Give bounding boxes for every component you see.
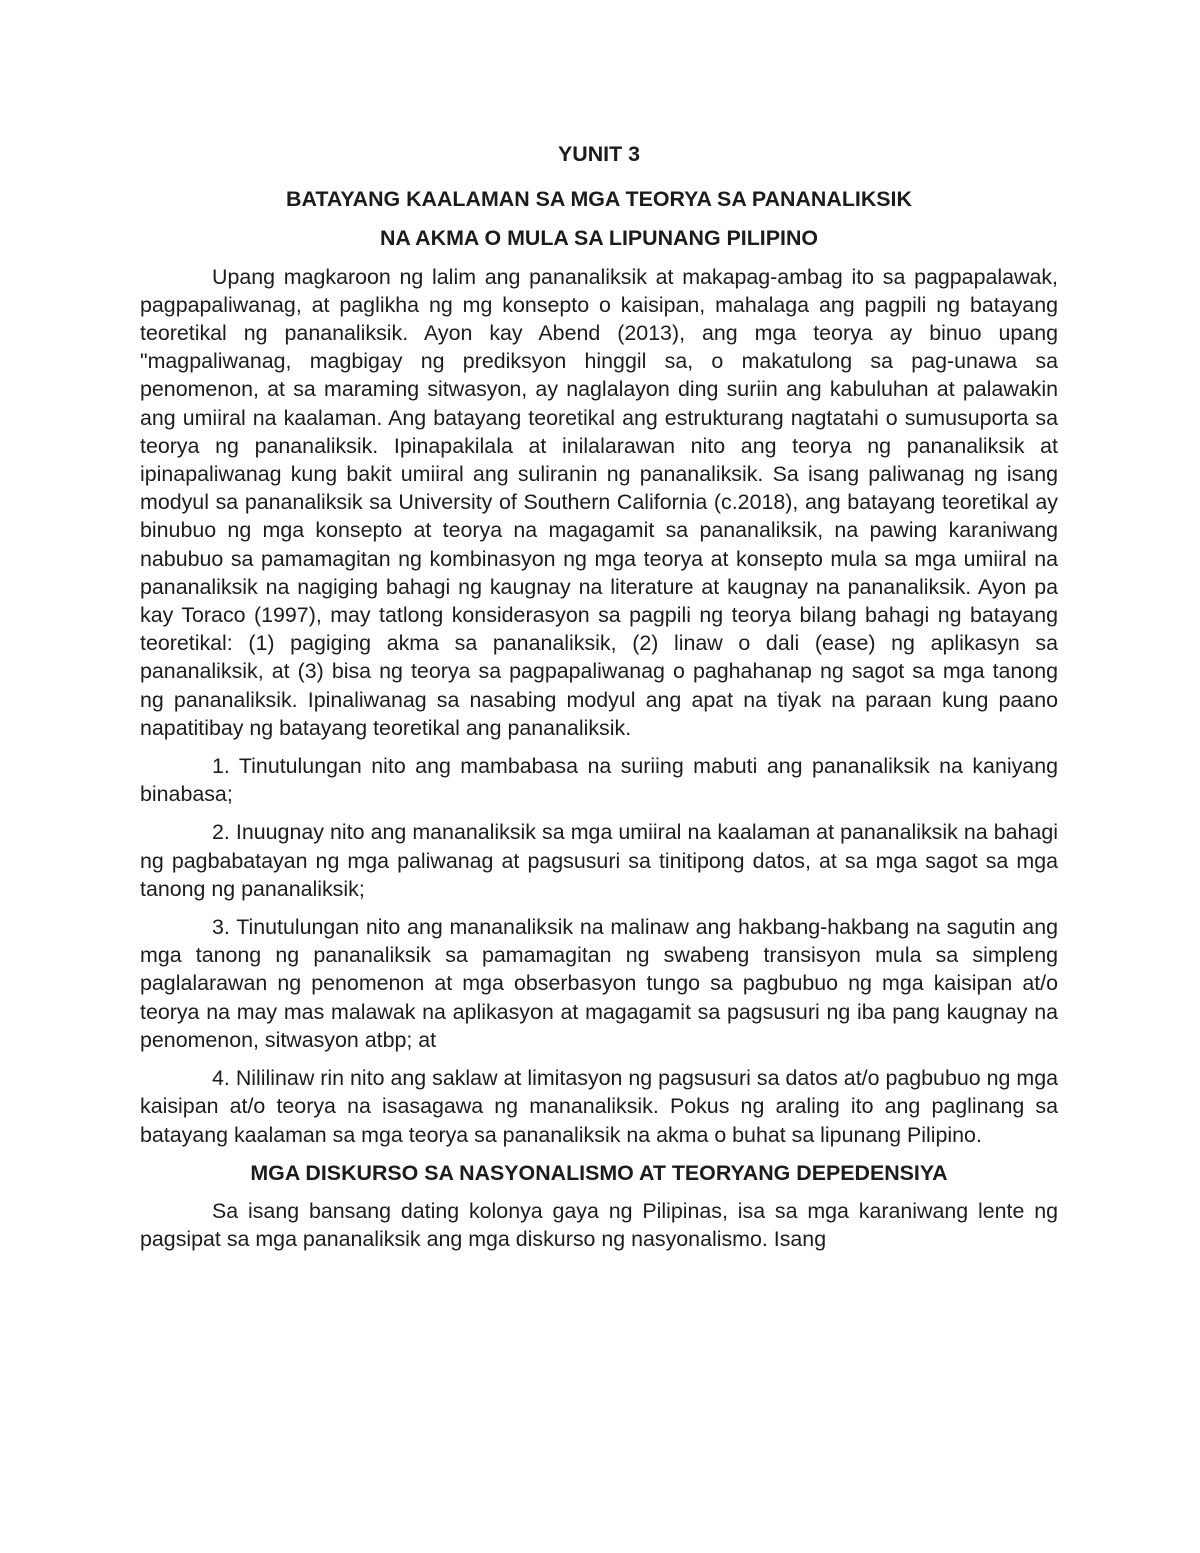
list-item: 3. Tinutulungan nito ang mananaliksik na malinaw ang hakbang-hakbang na sagutin ang mga tanong ng pananaliksik sa pamamagitan ng swabeng transisyon mula sa simpleng paglalarawan ng penomenon at mga obserbasyon tungo sa pagbubuo ng mga kaisipan at/o teorya na may mas malawak na aplikasyon at magagamit sa pagsusuri ng iba pang kaugnay na penomenon, sitwasyon atbp; at — [140, 915, 1058, 1052]
list-item: 4. Nililinaw rin nito ang saklaw at limitasyon ng pagsusuri sa datos at/o pagbubuo ng mga kaisipan at/o teorya na isasagawa ng mananaliksik. Pokus ng araling ito ang paglinang sa batayang kaalaman sa mga teorya sa pananaliksik na akma o buhat sa lipunang Pilipino. — [140, 1066, 1058, 1147]
intro-paragraph: Upang magkaroon ng lalim ang pananaliksik at makapag-ambag ito sa pagpapalawak, pagpapaliwanag, at paglikha ng mg konsepto o kaisipan, mahalaga ang pagpili ng batayang teoretikal ng pananaliksik. Ayon kay Abend (2013), ang mga teorya ay binuo upang "magpaliwanag, magbigay ng prediksyon hinggil sa, o makatulong sa pag-unawa sa penomenon, at sa maraming sitwasyon, ay naglalayon ding suriin ang kabuluhan at palawakin ang umiiral na kaalaman. Ang batayang teoretikal ang estrukturang nagtatahi o sumusuporta sa teorya ng pananaliksik. Ipinapakilala at inilalarawan nito ang teorya ng pananaliksik at ipinapaliwanag kung bakit umiiral ang suliranin ng pananaliksik. Sa isang paliwanag ng isang modyul sa pananaliksik sa University of Southern California (c.2018), ang batayang teoretikal ay binubuo ng mga konsepto at teorya na magagamit sa pananaliksik, na pawing karaniwang nabubuo sa pamamagitan ng kombinasyon ng mga teorya at konsepto mula sa mga umiiral na pananaliksik na nagiging bahagi ng kaugnay na literature at kaugnay na pananaliksik. Ayon pa kay Toraco (1997), may tatlong konsiderasyon sa pagpili ng teorya bilang bahagi ng batayang teoretikal: (1) pagiging akma sa pananaliksik, (2) linaw o dali (ease) ng aplikasyn sa pananaliksik, at (3) bisa ng teorya sa pagpapaliwanag o paghahanap ng sagot sa mga tanong ng pananaliksik. Ipinaliwanag sa nasabing modyul ang apat na tiyak na paraan kung paano napatitibay ng batayang teoretikal ang pananaliksik. — [140, 264, 1058, 740]
section-paragraph: Sa isang bansang dating kolonya gaya ng Pilipinas, isa sa mga karaniwang lente ng pagsipat sa mga pananaliksik ang mga diskurso ng nasyonalismo. Isang — [140, 1198, 1058, 1252]
section-heading: MGA DISKURSO SA NASYONALISMO AT TEORYANG DEPEDENSIYA — [250, 1160, 948, 1185]
page-title-line-1: BATAYANG KAALAMAN SA MGA TEORYA SA PANANALIKSIK — [286, 187, 912, 212]
document-page — [140, 140, 1058, 1263]
unit-label: YUNIT 3 — [557, 142, 640, 166]
page-title-line-2: NA AKMA O MULA SA LIPUNANG PILIPINO — [379, 226, 819, 251]
list-item: 2. Inuugnay nito ang mananaliksik sa mga umiiral na kaalaman at pananaliksik na bahagi ng pagbabatayan ng mga paliwanag at pagsusuri sa tinitipong datos, at sa mga sagot sa mga tanong ng pananaliksik; — [140, 820, 1058, 901]
list-item: 1. Tinutulungan nito ang mambabasa na suriing mabuti ang pananaliksik na kaniyang binabasa; — [140, 754, 1058, 807]
